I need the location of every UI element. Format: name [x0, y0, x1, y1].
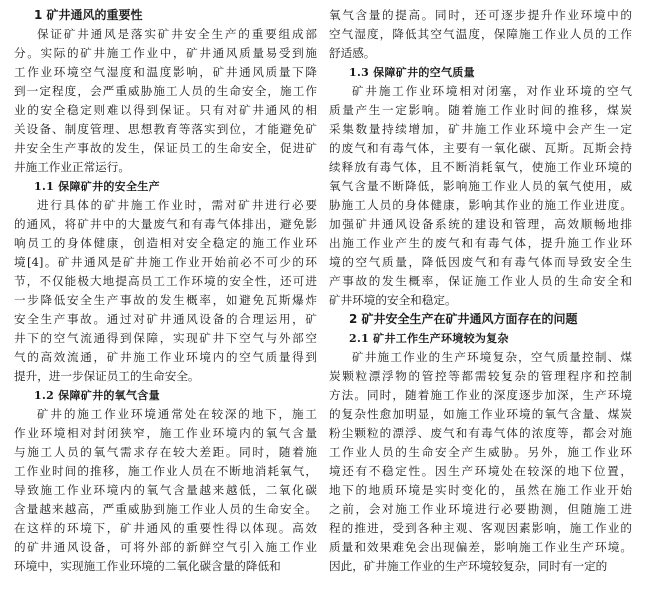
text-line: 矿井施工作业的生产环境复杂，空气质量控制、煤 [352, 350, 632, 364]
paragraph [329, 6, 632, 63]
text-line: 到一定程度，会严重威胁施工人员的生命安全，施工作 [14, 84, 317, 98]
text-line: 质量产生一定影响。随着施工作业时间的推移，煤炭 [329, 103, 632, 117]
text-line: 胁施工人员的身体健康，影响其作业的施工作业进度。 [329, 198, 632, 212]
subsection-heading: 1.2 保障矿井的氧气含量 [34, 389, 160, 402]
text-line: 炭颗粒漂浮物的管控等都需较复杂的管理程序和控制 [329, 369, 632, 383]
text-line: 地下的地质环境是实时变化的，虽然在施工作业开始 [329, 483, 632, 497]
paragraph [329, 348, 632, 576]
section-heading: 1 矿井通风的重要性 [34, 8, 143, 22]
text-line: 气的高效流通，矿井施工作业环境内的空气质量得到 [14, 350, 317, 364]
left-column [14, 6, 317, 576]
text-line: 加强矿井通风设备系统的建设和管理，高效顺畅地排 [329, 217, 632, 231]
text-line: 矿井的施工作业环境通常处在较深的地下，施工 [37, 407, 317, 421]
text-line: 境还有不稳定性。因生产环境处在较深的地下位置， [329, 464, 632, 478]
text-line: 导致施工作业环境内的氧气含量越来越低，二氧化碳 [14, 483, 317, 497]
text-line: 粉尘颗粒的漂浮、废气和有毒气体的浓度等，都会对施 [329, 426, 632, 440]
text-line: 分。实际的矿井施工作业中，矿井通风质量易受到施 [14, 46, 317, 60]
text-line: 一步降低安全生产事故的发生概率，如避免瓦斯爆炸 [14, 293, 317, 307]
text-line: 含量越来越高，严重威胁到施工作业人员的生命安全。 [14, 502, 317, 516]
text-line: 工作业时间的推移，施工作业人员在不断地消耗氧气， [14, 464, 317, 478]
text-line: 境的空气质量，降低因废气和有毒气体而导致安全生 [329, 255, 632, 269]
right-column [329, 6, 632, 576]
text-line: 响员工的身体健康，创造相对安全稳定的施工作业环 [14, 236, 317, 250]
text-line: 安全生产事故。通过对矿井通风设备的合理运用，矿 [14, 312, 317, 326]
subsection-heading: 2.1 矿井工作生产环境较为复杂 [349, 332, 509, 345]
text-line: 方法。同时，随着施工作业的深度逐步加深，生产环境 [329, 388, 632, 402]
text-line: 的复杂性愈加明显，如施工作业环境的氧气含量、煤炭 [329, 407, 632, 421]
text-line: 矿井施工作业环境相对闭塞，对作业环境的空气 [352, 84, 632, 98]
paragraph [329, 82, 632, 310]
text-line: 产事故的发生概率，保证施工作业人员的生命安全和 [329, 274, 632, 288]
text-line: 提升，进一步保证员工的生命安全。 [14, 369, 200, 383]
paragraph [14, 405, 317, 576]
text-line: 的废气和有毒气体，主要有一氧化碳、瓦斯。瓦斯会持 [329, 141, 632, 155]
text-line: 井安全生产事故的发生，保证员工的生命安全，促进矿 [14, 141, 317, 155]
text-line: 出施工作业产生的废气和有毒气体，提升施工作业环 [329, 236, 632, 250]
text-line: 质量和效果难免会出现偏差，影响施工作业生产环境。 [329, 540, 632, 554]
text-line: 保证矿井通风是落实矿井安全生产的重要组成部 [37, 27, 317, 41]
subsection-heading: 1.1 保障矿井的安全生产 [34, 180, 160, 193]
text-line: 与施工人员的氧气需求存在较大差距。同时，随着施 [14, 445, 317, 459]
text-line: 因此，矿井施工作业的生产环境较复杂，同时有一定的 [329, 559, 608, 573]
text-line: 氧气含量不断降低，影响施工作业人员的氧气使用，威 [329, 179, 632, 193]
text-line: 井施工作业正常运行。 [14, 160, 130, 174]
text-line: 关设备、制度管理、思想教育等落实到位，才能避免矿 [14, 122, 317, 136]
text-line: 续释放有毒气体，且不断消耗氧气，使施工作业环境的 [329, 160, 632, 174]
text-line: 业的安全稳定则难以得到保证。只有对矿井通风的相 [14, 103, 317, 117]
text-line: 作业环境相对封闭狭窄，施工作业环境内的氧气含量 [14, 426, 317, 440]
text-line: 境[4]。矿井通风是矿井施工作业开始前必不可少的环 [14, 255, 317, 269]
text-line: 矿井环境的安全和稳定。 [329, 293, 457, 307]
text-line: 之前，会对施工作业环境进行必要勘测，但随施工进 [329, 502, 632, 516]
paragraph [14, 25, 317, 177]
text-line: 节，不仅能极大地提高员工工作环境的安全性，还可进 [14, 274, 317, 288]
text-line: 空气湿度，降低其空气温度，保障施工作业人员的工作 [329, 27, 632, 41]
text-line: 工作业环境空气湿度和温度影响，矿井通风质量下降 [14, 65, 317, 79]
text-line: 在这样的环境下，矿井通风的重要性得以体现。高效 [14, 521, 317, 535]
text-line: 氧气含量的提高。同时，还可逐步提升作业环境中的 [329, 8, 632, 22]
text-line: 采集数量持续增加，矿井施工作业环境中会产生一定 [329, 122, 632, 136]
text-line: 井下的空气流通得到保障，实现矿井下空气与外部空 [14, 331, 317, 345]
text-line: 进行具体的矿井施工作业时，需对矿井进行必要 [37, 198, 317, 212]
text-line: 程的推进，受到各种主观、客观因素影响，施工作业的 [329, 521, 632, 535]
text-line: 舒适感。 [329, 46, 376, 60]
text-line: 的矿井通风设备，可将外部的新鲜空气引入施工作业 [14, 540, 317, 554]
text-line: 工作业人员的生命安全产生威胁。另外，施工作业环 [329, 445, 632, 459]
text-line: 环境中，实现施工作业环境的二氧化碳含量的降低和 [14, 559, 281, 573]
paragraph [14, 196, 317, 386]
text-line: 的通风，将矿井中的大量废气和有毒气体排出，避免影 [14, 217, 317, 231]
subsection-heading: 1.3 保障矿井的空气质量 [349, 66, 475, 79]
section-heading: 2 矿井安全生产在矿井通风方面存在的问题 [349, 312, 578, 326]
